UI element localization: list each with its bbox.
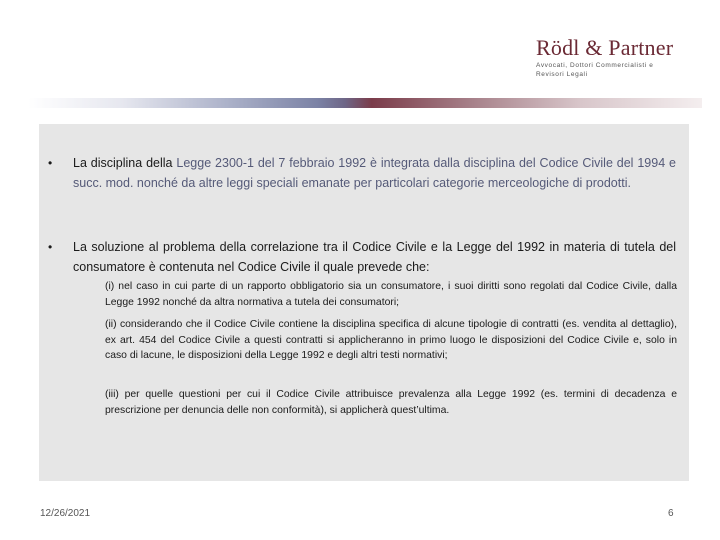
- bullet-text-1: [73, 153, 676, 193]
- page-number: 6: [668, 508, 674, 519]
- bullet-text-2: La soluzione al problema della correlazione tra il Codice Civile e la Legge del 1992 in materia di tutela del consumatore è contenuta nel Codice Civile il quale prevede che:: [73, 240, 676, 274]
- content-panel: [39, 124, 689, 481]
- sub-item-iii: (iii) per quelle questioni per cui il Codice Civile attribuisce prevalenza alla Legge 1992 (es. termini di decadenza e prescrizione per denuncia delle non conformità), si applicherà quest’ultima.: [105, 389, 677, 416]
- sub-item-i: (i) nel caso in cui parte di un rapporto obbligatorio sia un consumatore, i suoi diritti sono regolati dal Codice Civile, dalla Legge 1992 nonché da altra normativa a tutela dei consumatori;: [105, 281, 677, 308]
- logo-tagline-line-1: Avvocati, Dottori Commercialisti e: [536, 62, 654, 69]
- sub-item-ii: (ii) considerando che il Codice Civile contiene la disciplina specifica di alcune tipologie di contratti (es. vendita al dettaglio), ex art. 454 del Codice Civile a questi contratti si applicheranno in primo luogo le disposizioni del Codice Civile e, solo in caso di lacune, le disposizioni della Legge 1992 e degli altri testi normativi;: [105, 319, 677, 362]
- bullet-dot-icon: •: [48, 240, 53, 254]
- logo-brand-name: Rödl & Partner: [536, 35, 674, 60]
- footer-date: 12/26/2021: [40, 508, 91, 519]
- header-gradient-band: [28, 98, 702, 108]
- rodl-partner-logo: [536, 36, 706, 79]
- bullet-1-highlight: Legge 2300-1 del 7 febbraio 1992 è integrata dalla disciplina del Codice Civile del 1994 e succ. mod. nonché da altre leggi speciali emanate per particolari categorie merceologiche di prodotti.: [73, 156, 676, 190]
- logo-tagline-line-2: Revisori Legali: [536, 71, 588, 78]
- bullet-dot-icon: •: [48, 156, 53, 170]
- logo-tagline: [536, 61, 706, 79]
- bullet-1-prefix: La disciplina della: [73, 156, 177, 170]
